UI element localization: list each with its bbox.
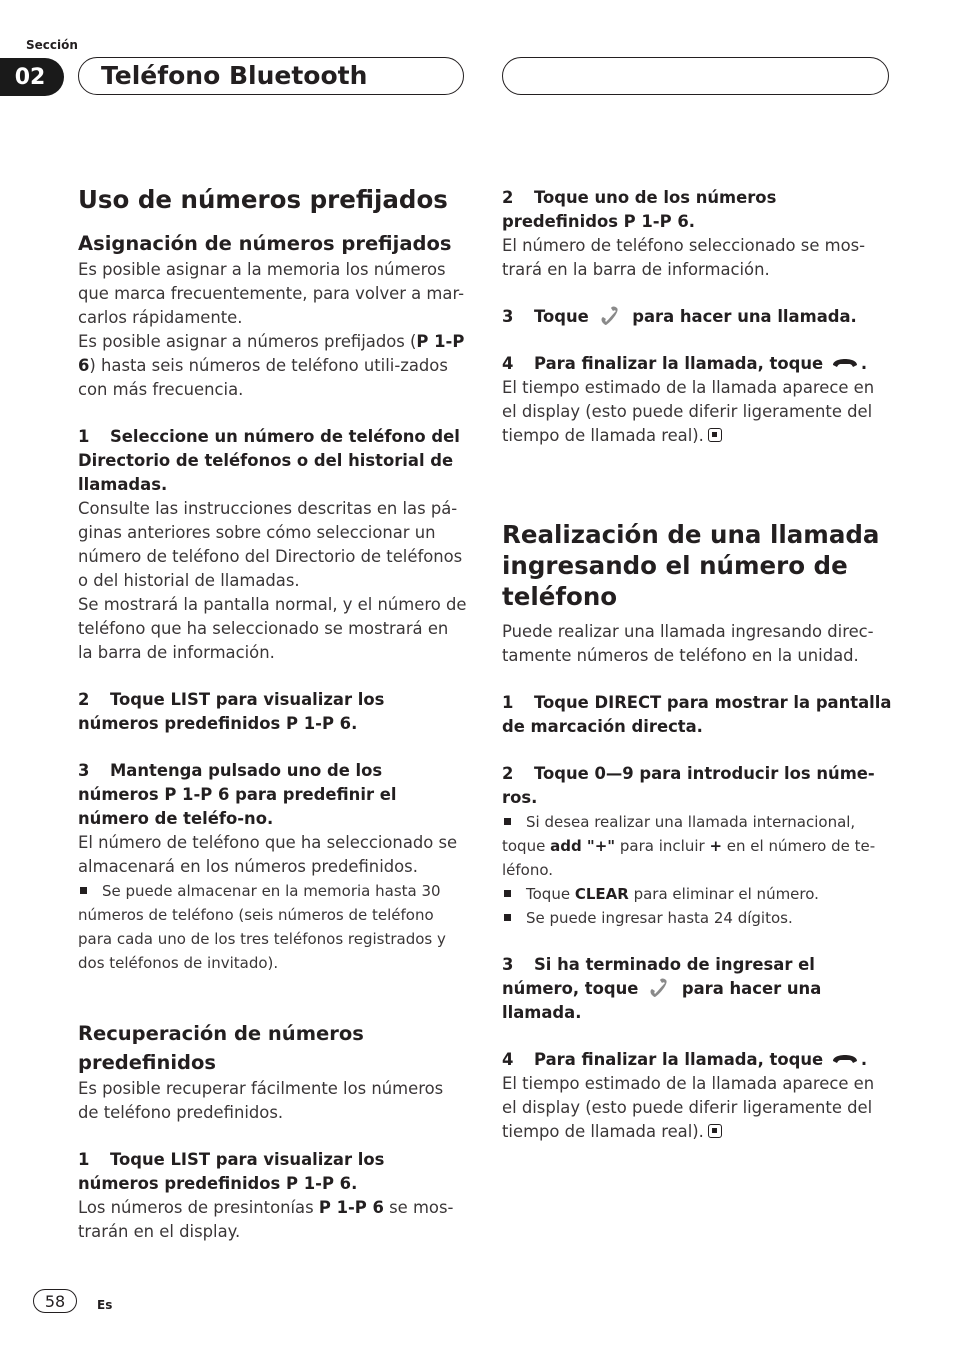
heading-direct-dial: Realización de una llamada ingresando el número de teléfono — [502, 520, 880, 611]
section-label: Sección — [26, 38, 78, 52]
step-1: 1 Seleccione un número de teléfono del Directorio de teléfonos o del historial de llamadas. — [78, 427, 460, 494]
step-2: 2 Toque LIST para visualizar los números predefinidos P 1-P 6. — [78, 690, 385, 733]
step-2-digits: 2 Toque 0—9 para introducir los núme-ros. — [502, 764, 875, 807]
paragraph: El número de teléfono seleccionado se mos-trará en la barra de información. — [502, 236, 866, 279]
paragraph: Es posible asignar a la memoria los números que marca frecuentemente, para volver a mar-carlos rápidamente. — [78, 260, 465, 327]
phone-call-icon — [597, 306, 625, 326]
page-number: 58 — [33, 1289, 77, 1313]
phone-hangup-icon — [831, 1049, 859, 1069]
step-3-direct-call: 3 Si ha terminado de ingresar el número, toque para hacer una llamada. — [502, 955, 822, 1022]
square-bullet-icon — [504, 890, 511, 897]
phone-call-icon — [646, 978, 674, 998]
paragraph: Es posible asignar a números prefijados (P 1-P 6) hasta seis números de teléfono utili-zados con más frecuencia. — [78, 332, 465, 399]
end-of-section-icon — [708, 428, 722, 442]
paragraph: Consulte las instrucciones descritas en las pá-ginas anteriores sobre cómo seleccionar un número de teléfono del Directorio de teléfonos o del historial de llamadas. — [78, 499, 463, 590]
square-bullet-icon — [504, 914, 511, 921]
heading-preset-numbers: Uso de números prefijados — [78, 185, 448, 214]
step-4-hangup: 4 Para finalizar la llamada, toque . — [502, 354, 868, 373]
phone-hangup-icon — [831, 353, 859, 373]
note-item: Si desea realizar una llamada internacional, toque add "+" para incluir + en el número de te-léfono. — [502, 813, 876, 879]
step-2-select: 2 Toque uno de los números predefinidos P 1-P 6. — [502, 188, 777, 231]
note-item: Se puede almacenar en la memoria hasta 30 números de teléfono (seis números de teléfono para cada uno de los tres teléfonos registrados y dos teléfonos de invitado). — [78, 882, 446, 972]
step-3-call: 3 Toque para hacer una llamada. — [502, 307, 857, 326]
note-item: Se puede ingresar hasta 24 dígitos. — [502, 906, 892, 930]
step-1-recall: 1 Toque LIST para visualizar los números predefinidos P 1-P 6. — [78, 1150, 385, 1193]
subheading-recall-presets: Recuperación de números predefinidos — [78, 1022, 364, 1074]
paragraph: El número de teléfono que ha seleccionado se almacenará en los números predefinidos. — [78, 833, 458, 876]
step-3: 3 Mantenga pulsado uno de los números P 1-P 6 para predefinir el número de teléfo-no. — [78, 761, 397, 828]
section-number-badge: 02 — [0, 58, 64, 96]
paragraph: Se mostrará la pantalla normal, y el número de teléfono que ha seleccionado se mostrará en la barra de información. — [78, 595, 467, 662]
paragraph: Los números de presintonías P 1-P 6 se mos-trarán en el display. — [78, 1198, 454, 1241]
page-title: Teléfono Bluetooth — [101, 61, 368, 90]
header-title-box — [78, 57, 464, 95]
square-bullet-icon — [504, 818, 511, 825]
end-of-section-icon — [708, 1124, 722, 1138]
square-bullet-icon — [80, 887, 87, 894]
language-code: Es — [97, 1298, 113, 1312]
paragraph: Es posible recuperar fácilmente los números de teléfono predefinidos. — [78, 1079, 444, 1122]
paragraph: Puede realizar una llamada ingresando direc-tamente números de teléfono en la unidad. — [502, 622, 874, 665]
paragraph: El tiempo estimado de la llamada aparece en el display (esto puede diferir ligeramente del tiempo de llamada real). — [502, 378, 875, 445]
step-4-direct-hangup: 4 Para finalizar la llamada, toque . — [502, 1050, 868, 1069]
paragraph: El tiempo estimado de la llamada aparece en el display (esto puede diferir ligeramente del tiempo de llamada real). — [502, 1074, 875, 1141]
right-column — [502, 186, 892, 1144]
step-1-direct: 1 Toque DIRECT para mostrar la pantalla de marcación directa. — [502, 693, 892, 736]
note-item: Toque CLEAR para eliminar el número. — [502, 882, 892, 906]
header-empty-box — [502, 57, 889, 95]
left-column — [78, 184, 468, 1244]
subheading-assign-presets: Asignación de números prefijados — [78, 232, 452, 255]
